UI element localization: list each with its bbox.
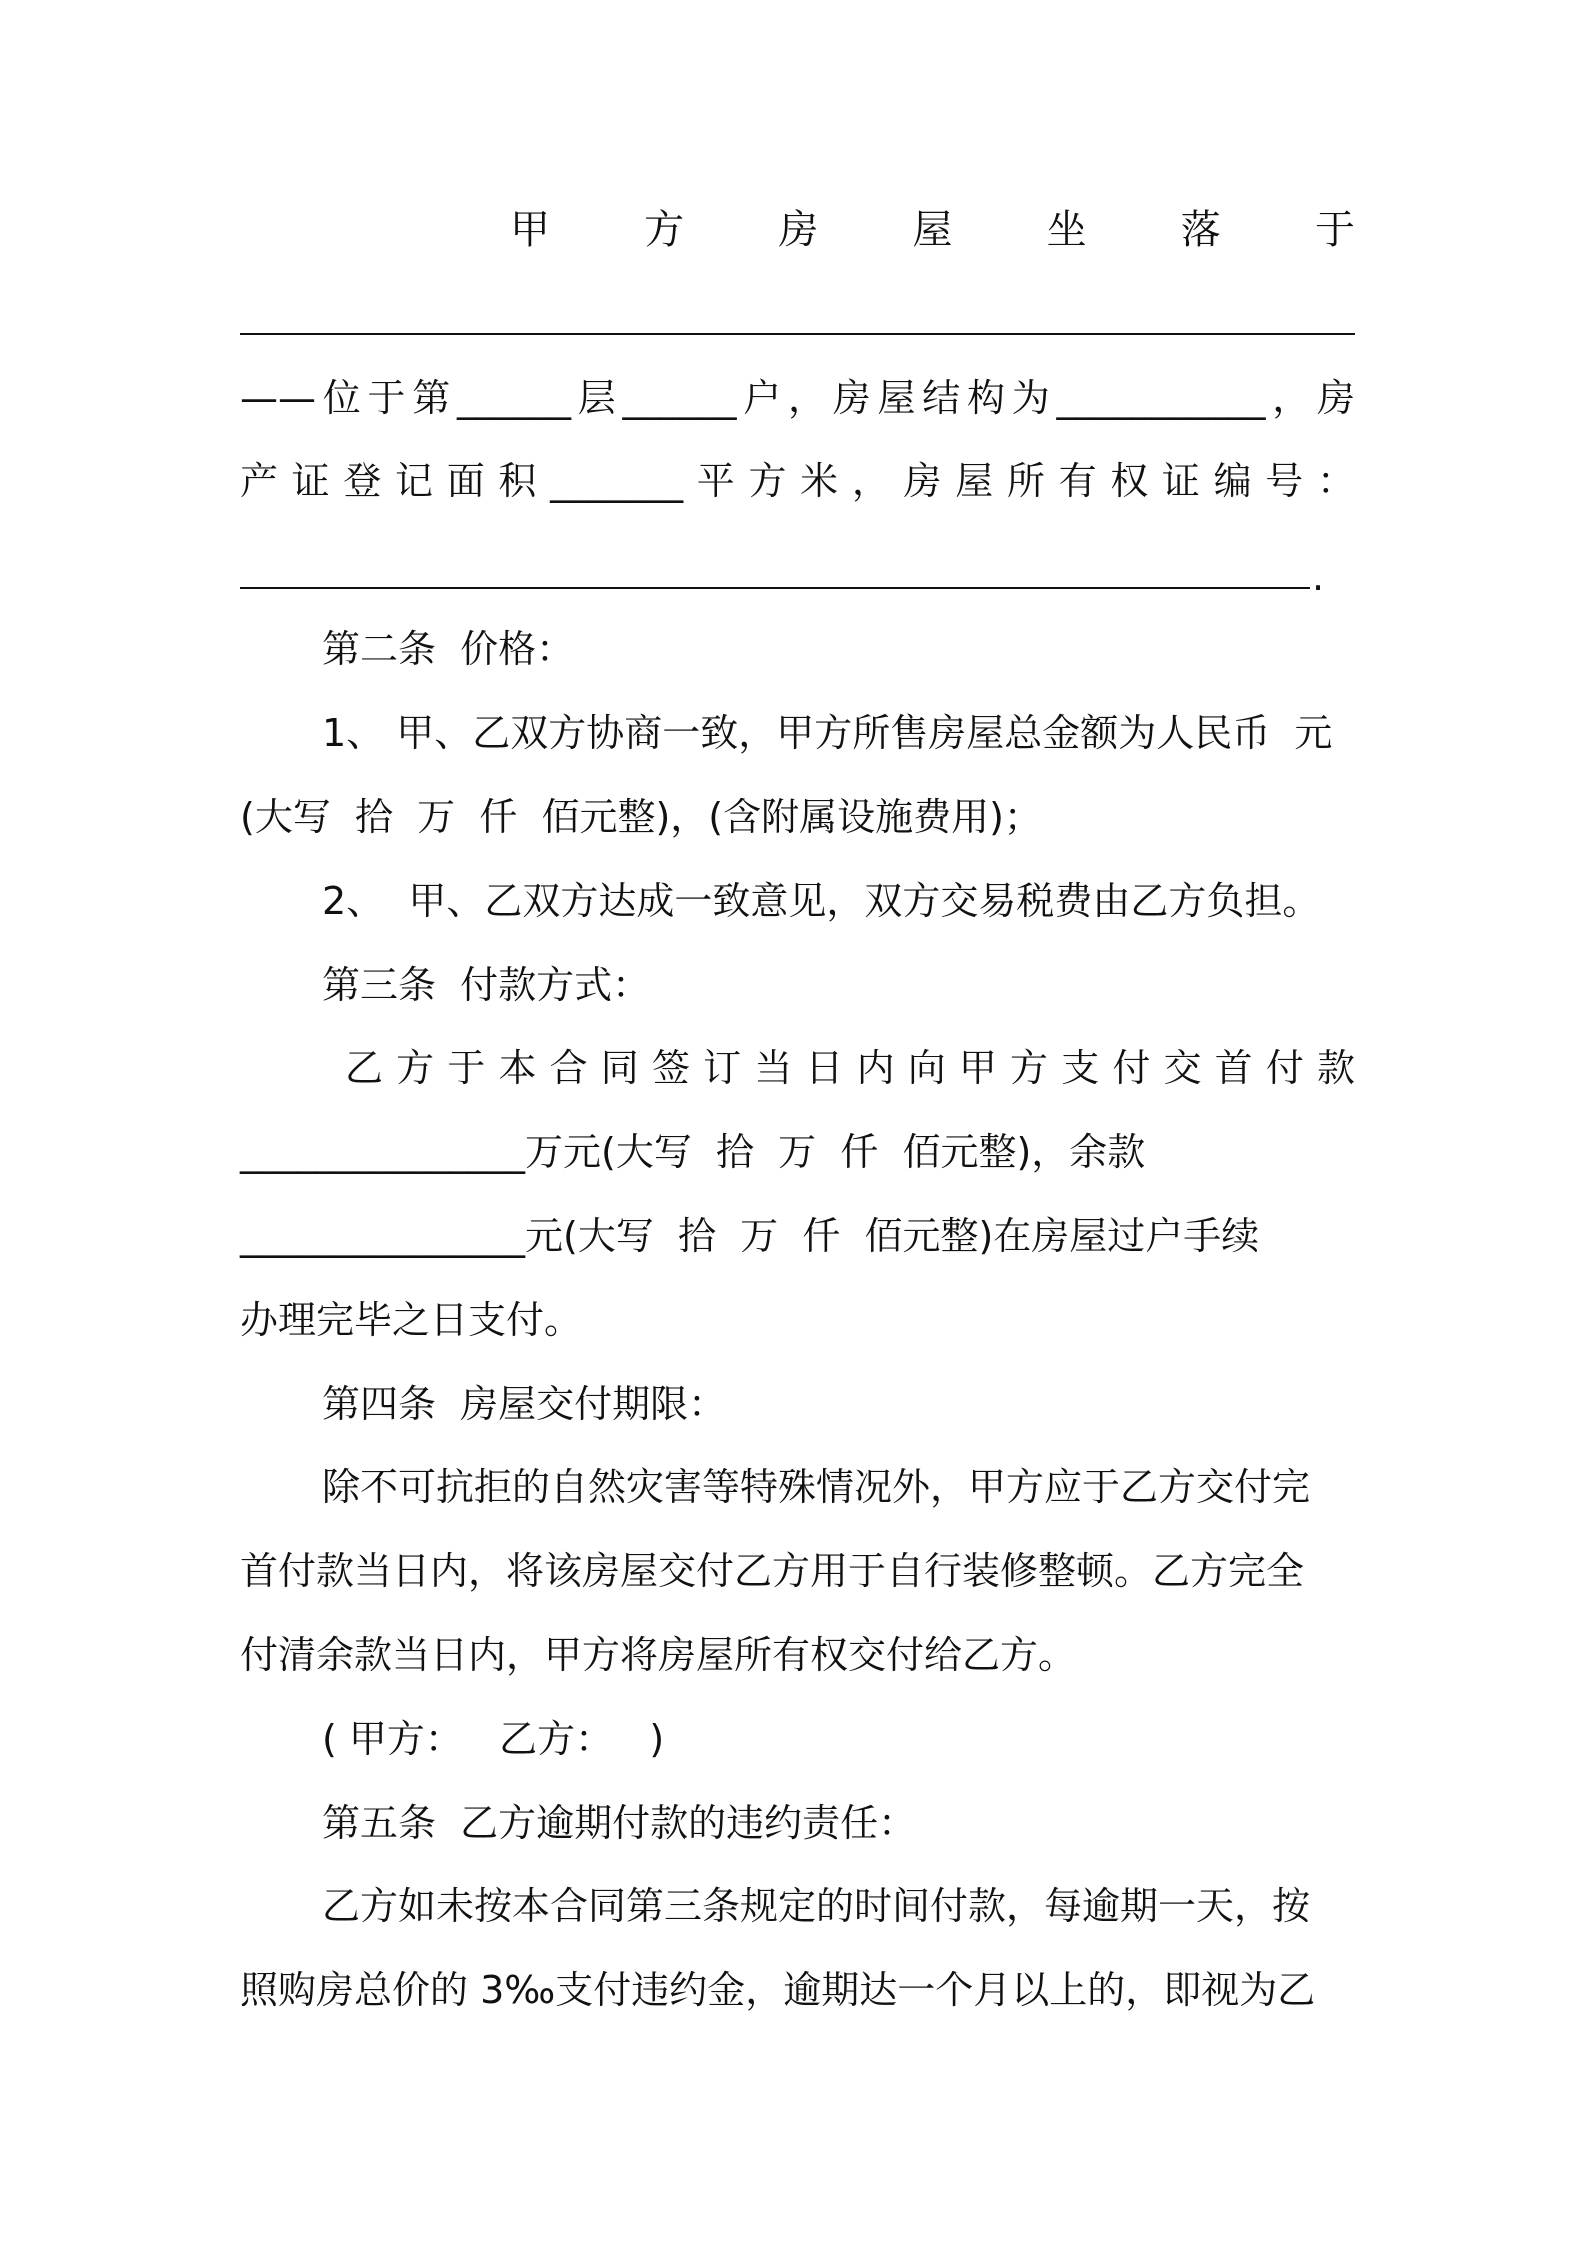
certificate-line-end: . <box>1312 555 1325 599</box>
registered-area-line: 产证登记面积_______平方米，房屋所有权证编号： <box>240 459 1355 503</box>
article-3-para-1: 乙方于本合同签订当日内向甲方支付交首付款 <box>345 1046 1355 1090</box>
article-5-title: 第五条 乙方逾期付款的违约责任： <box>322 1801 917 1845</box>
floor-structure-line: ——位于第______层______户，房屋结构为___________，房 <box>240 376 1355 420</box>
signature-line: ( 甲方： 乙方： ) <box>322 1717 665 1761</box>
article-4-title: 第四条 房屋交付期限： <box>322 1382 727 1426</box>
heading-char: 于 <box>1314 207 1355 253</box>
article-4-para-3: 付清余款当日内，甲方将房屋所有权交付给乙方。 <box>240 1633 1077 1677</box>
article-5-para-1: 乙方如未按本合同第三条规定的时间付款，每逾期一天，按 <box>322 1884 1311 1928</box>
article-5-para-2: 照购房总价的 3‰支付违约金，逾期达一个月以上的，即视为乙 <box>240 1968 1316 2012</box>
heading-char: 甲 <box>510 207 550 253</box>
heading-char: 屋 <box>912 207 953 253</box>
article-3-para-3: _______________元(大写 拾 万 仟 佰元整)在房屋过户手续 <box>240 1214 1260 1258</box>
article-2-item-2: 2、 甲、乙双方达成一致意见，双方交易税费由乙方负担。 <box>322 879 1321 923</box>
heading-char: 房 <box>778 207 819 253</box>
article-2-item-1: 1、 甲、乙双方协商一致，甲方所售房屋总金额为人民币 元 <box>322 711 1333 755</box>
property-location-heading <box>510 205 1355 255</box>
blank-line-location <box>240 333 1355 335</box>
blank-line-certificate-number <box>240 587 1310 589</box>
article-4-para-1: 除不可抗拒的自然灾害等特殊情况外，甲方应于乙方交付完 <box>322 1465 1311 1509</box>
heading-char: 方 <box>644 207 685 253</box>
article-3-title: 第三条 付款方式： <box>322 963 651 1007</box>
article-2-item-1-cont: (大写 拾 万 仟 佰元整)，(含附属设施费用)； <box>240 795 1042 839</box>
heading-char: 落 <box>1180 207 1221 253</box>
article-4-para-2: 首付款当日内，将该房屋交付乙方用于自行装修整顿。乙方完全 <box>240 1549 1305 1593</box>
heading-char: 坐 <box>1046 207 1087 253</box>
article-3-para-4: 办理完毕之日支付。 <box>240 1298 583 1342</box>
article-3-para-2: _______________万元(大写 拾 万 仟 佰元整)，余款 <box>240 1130 1146 1174</box>
article-2-title: 第二条 价格： <box>322 627 575 671</box>
